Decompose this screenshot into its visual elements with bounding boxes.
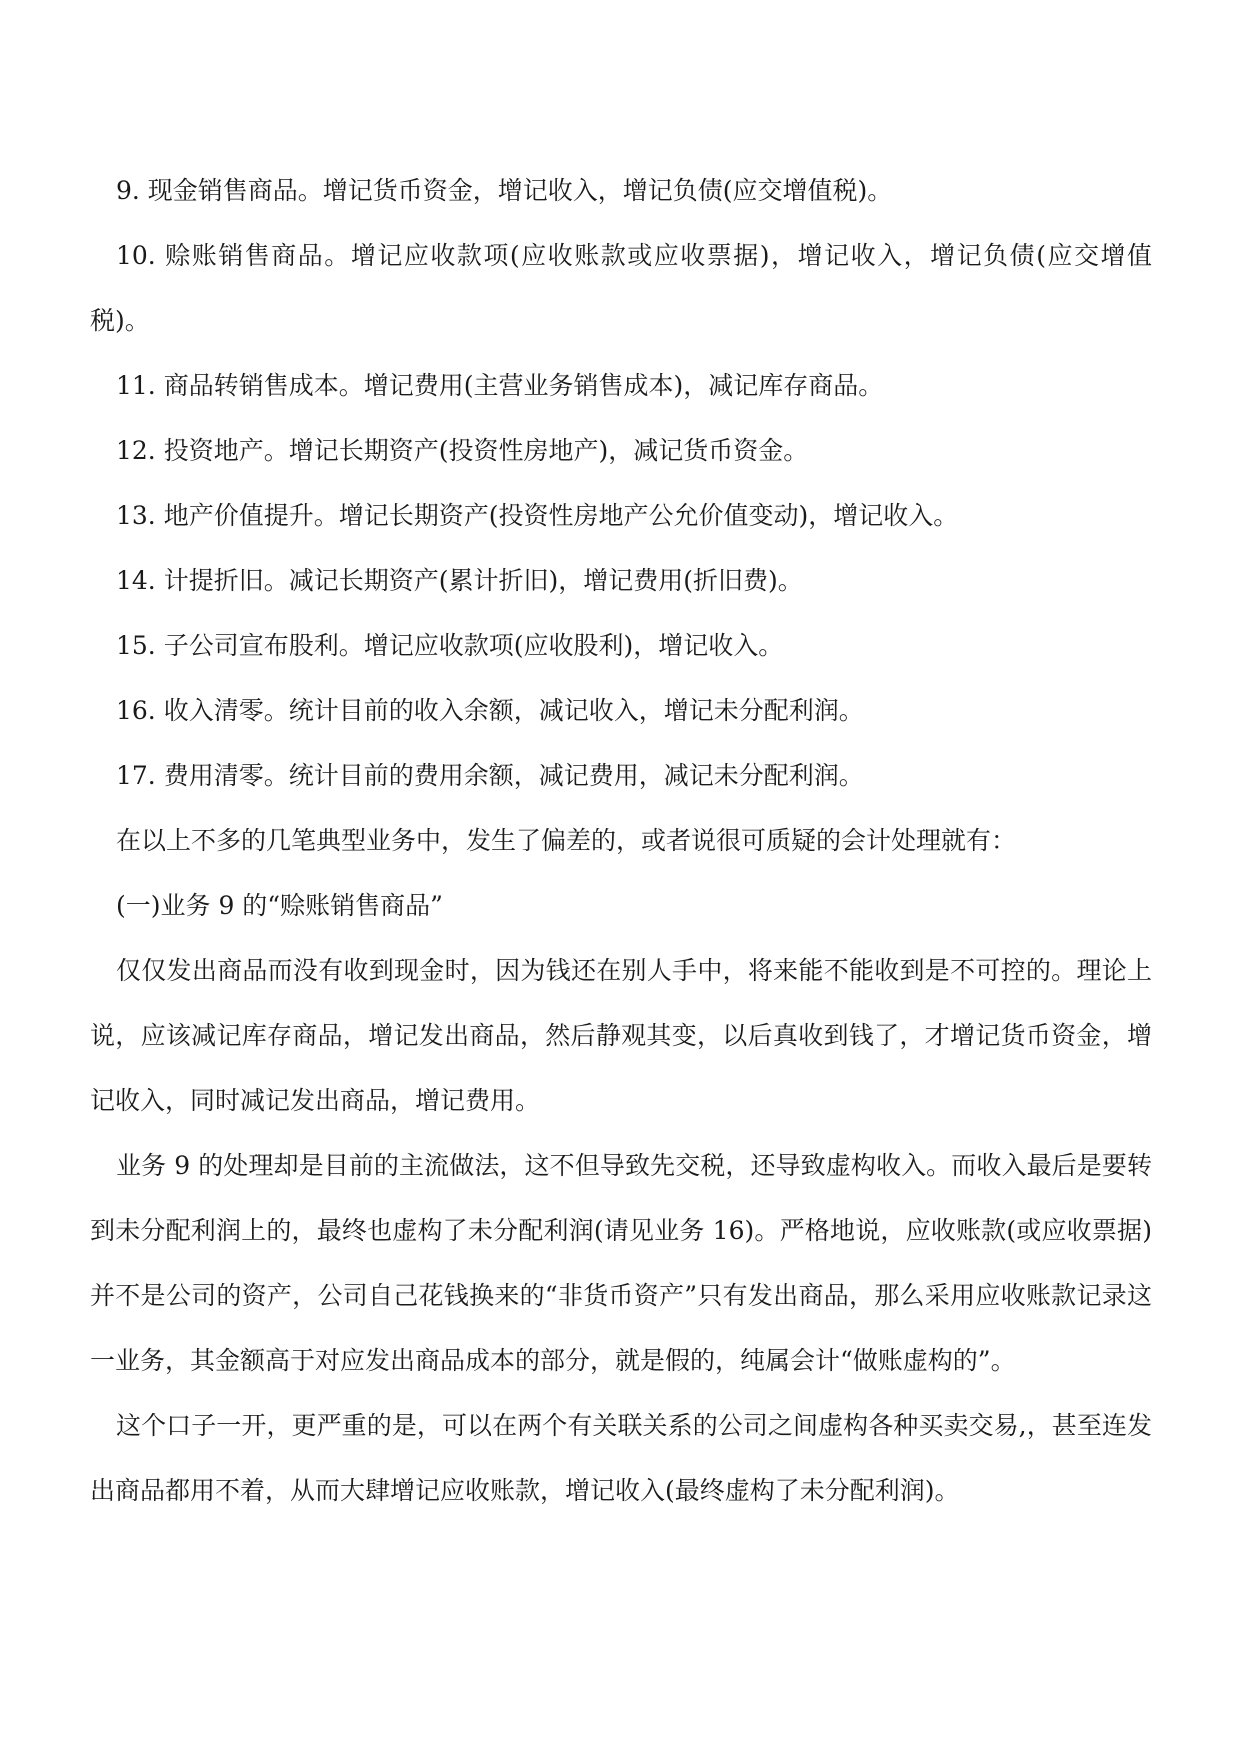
paragraph-body: 仅仅发出商品而没有收到现金时，因为钱还在别人手中，将来能不能收到是不可控的。理论上说，应该减记库存商品，增记发出商品，然后静观其变，以后真收到钱了，才增记货币资金，增记收入，同时减记发出商品，增记费用。 — [90, 956, 1152, 1115]
paragraph-item-12: 12. 投资地产。增记长期资产(投资性房地产)，减记货币资金。 — [116, 436, 809, 465]
paragraph-item-13: 13. 地产价值提升。增记长期资产(投资性房地产公允价值变动)，增记收入。 — [116, 501, 959, 530]
paragraph-item-15: 15. 子公司宣布股利。增记应收款项(应收股利)，增记收入。 — [116, 631, 784, 660]
paragraph-item-17: 17. 费用清零。统计目前的费用余额，减记费用，减记未分配利润。 — [116, 761, 864, 790]
paragraph-item-16: 16. 收入清零。统计目前的收入余额，减记收入，增记未分配利润。 — [116, 696, 864, 725]
paragraph-body: 业务 9 的处理却是目前的主流做法，这不但导致先交税，还导致虚构收入。而收入最后是要转到未分配利润上的，最终也虚构了未分配利润(请见业务 16)。严格地说，应收账款(或应收票据)并不是公司的资产，公司自己花钱换来的“非货币资产”只有发出商品，那么采用应收账款记录这一业务，其金额高于对应发出商品成本的部分，就是假的，纯属会计“做账虚构的”。 — [90, 1151, 1152, 1375]
paragraph-intro: 在以上不多的几笔典型业务中，发生了偏差的，或者说很可质疑的会计处理就有： — [116, 826, 1017, 855]
paragraph-item-14: 14. 计提折旧。减记长期资产(累计折旧)，增记费用(折旧费)。 — [116, 566, 803, 595]
paragraph-item-11: 11. 商品转销售成本。增记费用(主营业务销售成本)，减记库存商品。 — [116, 371, 884, 400]
document-body — [90, 158, 1152, 1523]
paragraph-item-10: 10. 赊账销售商品。增记应收款项(应收账款或应收票据)，增记收入，增记负债(应交增值税)。 — [90, 241, 1152, 335]
section-heading: (一)业务 9 的“赊账销售商品” — [116, 891, 443, 920]
paragraph-body: 这个口子一开，更严重的是，可以在两个有关联关系的公司之间虚构各种买卖交易,，甚至连发出商品都用不着，从而大肆增记应收账款，增记收入(最终虚构了未分配利润)。 — [90, 1411, 1152, 1505]
paragraph-item-9: 9. 现金销售商品。增记货币资金，增记收入，增记负债(应交增值税)。 — [116, 176, 893, 205]
